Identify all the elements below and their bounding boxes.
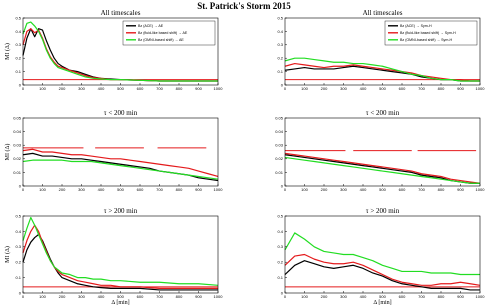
x-tick-label: 100 (39, 86, 46, 91)
x-tick-label: 900 (195, 187, 202, 192)
y-tick-label: 0 (18, 82, 21, 88)
x-tick-label: 1000 (213, 187, 223, 192)
panel-title: τ < 200 min (103, 109, 138, 117)
panel-4 (275, 109, 485, 192)
x-tick-label: 700 (418, 86, 425, 91)
legend (385, 21, 477, 45)
x-tick-label: 900 (195, 86, 202, 91)
y-tick-label: 0.3 (15, 244, 21, 250)
x-tick-label: 600 (398, 187, 406, 192)
y-tick-label: 0.1 (15, 69, 21, 74)
x-tick-label: 100 (39, 187, 46, 192)
x-tick-label: 800 (175, 187, 183, 192)
legend-label: Bz (fluid-like based shift) → Sym-H (400, 31, 456, 35)
x-tick-label: 0 (283, 86, 287, 91)
y-tick-label: 0.03 (13, 142, 21, 148)
x-tick-label: 400 (97, 86, 105, 91)
x-tick-label: 600 (398, 86, 406, 91)
x-tick-label: 100 (301, 86, 308, 91)
x-tick-label: 900 (195, 294, 202, 299)
y-tick-label: 0.5 (15, 15, 21, 21)
x-tick-label: 200 (320, 187, 328, 192)
series-line (285, 255, 480, 286)
series-line (23, 153, 218, 180)
y-tick-label: 0.04 (275, 129, 283, 134)
x-tick-label: 400 (359, 187, 367, 192)
x-tick-label: 700 (156, 86, 163, 91)
series-line (23, 149, 218, 176)
legend-label: Bz (OMNI-based shift) → Sym-H (400, 38, 453, 42)
y-axis-label: MI (Δ) (5, 143, 11, 161)
y-tick-label: 0.3 (277, 244, 283, 250)
y-tick-label: 0.3 (277, 42, 283, 48)
x-tick-label: 600 (136, 294, 144, 299)
x-tick-label: 1000 (475, 86, 485, 91)
series-line (285, 58, 480, 81)
y-tick-label: 0.2 (277, 55, 283, 61)
y-tick-label: 0.04 (13, 129, 21, 134)
x-tick-label: 800 (437, 187, 445, 192)
x-tick-label: 1000 (475, 294, 485, 299)
y-tick-label: 0.4 (15, 228, 21, 234)
x-tick-label: 0 (283, 294, 287, 299)
y-tick-label: 0.1 (277, 275, 283, 280)
x-tick-label: 300 (340, 86, 347, 91)
panel-title: τ > 200 min (365, 207, 400, 215)
x-tick-label: 200 (320, 86, 328, 91)
x-axis-label: Δ [min] (373, 300, 392, 306)
y-tick-label: 0.1 (15, 275, 21, 280)
x-tick-label: 300 (340, 187, 347, 192)
x-tick-label: 200 (320, 294, 328, 299)
y-tick-label: 0.5 (277, 15, 283, 21)
y-tick-label: 0.4 (277, 228, 283, 234)
legend-label: Bz (ACE) → Sym-H (400, 24, 432, 28)
x-tick-label: 800 (437, 86, 445, 91)
y-tick-label: 0.3 (15, 42, 21, 48)
legend (123, 21, 215, 45)
x-tick-label: 900 (457, 86, 464, 91)
x-tick-label: 400 (359, 86, 367, 91)
x-tick-label: 700 (156, 294, 163, 299)
y-tick-label: 0.2 (15, 259, 21, 265)
panel-1 (4, 9, 223, 91)
x-tick-label: 900 (457, 187, 464, 192)
series-line (23, 160, 218, 179)
panel-6 (277, 207, 485, 306)
y-tick-label: 0.01 (13, 169, 21, 175)
legend-label: Bz (OMNI-based shift) → AE (138, 38, 184, 42)
y-axis-label: MI (Δ) (5, 246, 11, 263)
x-tick-label: 200 (58, 86, 66, 91)
y-tick-label: 0.4 (277, 28, 283, 34)
x-tick-label: 300 (78, 86, 85, 91)
x-tick-label: 500 (379, 86, 386, 91)
figure-title: St. Patrick's Storm 2015 (197, 1, 291, 11)
x-tick-label: 400 (97, 294, 105, 299)
y-tick-label: 0 (280, 183, 283, 189)
x-tick-label: 100 (301, 294, 308, 299)
x-tick-label: 900 (457, 294, 464, 299)
x-tick-label: 0 (21, 86, 25, 91)
y-tick-label: 0.05 (275, 115, 283, 121)
x-tick-label: 100 (39, 294, 46, 299)
x-tick-label: 300 (78, 187, 85, 192)
x-tick-label: 200 (58, 294, 66, 299)
x-tick-label: 500 (117, 294, 124, 299)
x-tick-label: 800 (175, 294, 183, 299)
axes-box (23, 216, 218, 293)
x-axis-label: Δ [min] (111, 300, 130, 306)
x-tick-label: 600 (398, 294, 406, 299)
x-tick-label: 0 (283, 187, 287, 192)
x-tick-label: 300 (78, 294, 85, 299)
y-tick-label: 0.03 (275, 142, 283, 148)
y-tick-label: 0 (280, 82, 283, 88)
y-tick-label: 0.4 (15, 28, 21, 34)
x-tick-label: 500 (379, 187, 386, 192)
series-line (285, 233, 480, 275)
panel-2 (277, 9, 485, 91)
y-tick-label: 0.02 (13, 156, 21, 162)
x-tick-label: 0 (21, 294, 25, 299)
x-tick-label: 100 (301, 187, 308, 192)
x-tick-label: 500 (117, 86, 124, 91)
x-tick-label: 700 (418, 294, 425, 299)
y-axis-label: MI (Δ) (5, 43, 11, 60)
x-tick-label: 1000 (213, 294, 223, 299)
series-line (23, 225, 218, 288)
y-tick-label: 0 (18, 183, 21, 189)
legend-label: Bz (fluid-like based shift) → AE (138, 31, 188, 35)
x-tick-label: 500 (379, 294, 386, 299)
panel-title: All timescales (100, 9, 141, 17)
series-line (23, 218, 218, 286)
y-tick-label: 0.1 (277, 69, 283, 74)
x-tick-label: 700 (156, 187, 163, 192)
x-tick-label: 200 (58, 187, 66, 192)
y-tick-label: 0.5 (277, 213, 283, 219)
panel-3 (4, 109, 223, 192)
x-tick-label: 400 (359, 294, 367, 299)
x-tick-label: 800 (175, 86, 183, 91)
x-tick-label: 600 (136, 86, 144, 91)
panel-title: τ < 200 min (365, 109, 400, 117)
x-tick-label: 700 (418, 187, 425, 192)
y-tick-label: 0.2 (15, 55, 21, 61)
axes-box (285, 118, 480, 186)
x-tick-label: 1000 (213, 86, 223, 91)
y-tick-label: 0.02 (275, 156, 283, 162)
panel-title: All timescales (362, 9, 403, 17)
series-line (23, 234, 218, 289)
y-tick-label: 0.2 (277, 259, 283, 265)
x-tick-label: 600 (136, 187, 144, 192)
y-tick-label: 0.05 (13, 115, 21, 121)
y-tick-label: 0.01 (275, 169, 283, 175)
panel-5 (4, 207, 223, 306)
x-tick-label: 500 (117, 187, 124, 192)
x-tick-label: 400 (97, 187, 105, 192)
legend-label: Bz (ACE) → AE (138, 24, 164, 28)
x-tick-label: 1000 (475, 187, 485, 192)
y-tick-label: 0 (280, 290, 283, 296)
axes-box (285, 216, 480, 293)
panel-title: τ > 200 min (103, 207, 138, 215)
y-tick-label: 0 (18, 290, 21, 296)
x-tick-label: 800 (437, 294, 445, 299)
y-tick-label: 0.5 (15, 213, 21, 219)
x-tick-label: 300 (340, 294, 347, 299)
x-tick-label: 0 (21, 187, 25, 192)
